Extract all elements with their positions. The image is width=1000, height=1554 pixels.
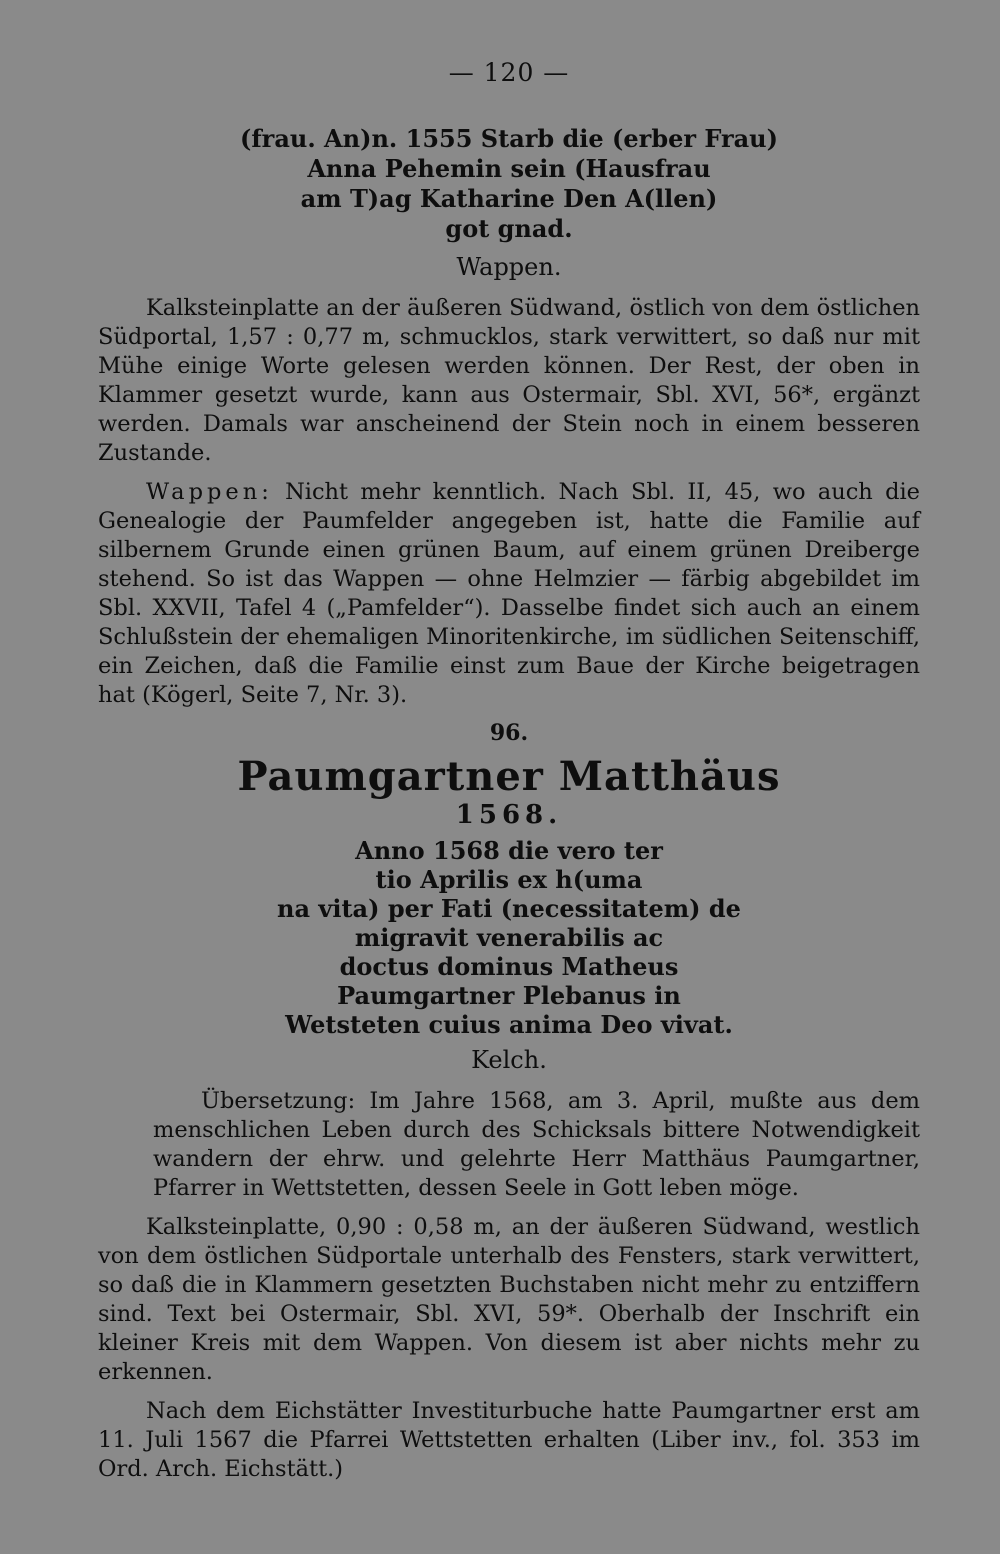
wappen-label: Wappen: bbox=[146, 479, 273, 505]
description-96: Kalksteinplatte, 0,90 : 0,58 m, an der äußeren Südwand, westlich von dem östlichen Südportale unterhalb des Fensters, stark verwittert, so daß die in Klammern gesetzten Buchstaben nicht mehr zu entziffern sind. Text bei Ostermair, Sbl. XVI, 59*. Oberhalb der Inschrift ein kleiner Kreis mit dem Wappen. Von diesem ist aber nichts mehr zu erkennen. bbox=[98, 1214, 920, 1385]
inscription-95 bbox=[98, 124, 920, 244]
source-note-96: Nach dem Eichstätter Investiturbuche hatte Paumgartner erst am 11. Juli 1567 die Pfarrei Wettstetten erhalten (Liber inv., fol. 353 im Ord. Arch. Eichstätt.) bbox=[98, 1398, 920, 1482]
inscription-line: Anno 1568 die vero ter bbox=[355, 836, 663, 865]
inscription-96 bbox=[98, 836, 920, 1039]
inscription-line: migravit venerabilis ac bbox=[354, 923, 664, 952]
wappen-paragraph-95 bbox=[98, 478, 920, 710]
entry-title: Paumgartner Matthäus bbox=[237, 753, 781, 800]
page-number: — 120 — bbox=[448, 58, 570, 87]
inscription-line: Anna Pehemin sein (Hausfrau bbox=[307, 154, 711, 183]
inscription-line: na vita) per Fati (necessitatem) de bbox=[277, 894, 741, 923]
inscription-line: Paumgartner Plebanus in bbox=[337, 981, 681, 1010]
inscription-line: Wetsteten cuius anima Deo vivat. bbox=[285, 1010, 733, 1039]
symbol-label-95: Wappen. bbox=[456, 253, 562, 281]
inscription-line: got gnad. bbox=[445, 214, 573, 243]
description-95: Kalksteinplatte an der äußeren Südwand, östlich von dem östlichen Südportal, 1,57 : 0,77 m, schmucklos, stark verwittert, so daß nur mit Mühe einige Worte gelesen werden können. Der Rest, der oben in Klammer gesetzt wurde, kann aus Ostermair, Sbl. XVI, 56*, ergänzt werden. Damals war anscheinend der Stein noch in einem besseren Zustande. bbox=[98, 295, 920, 466]
translation-96: Übersetzung: Im Jahre 1568, am 3. April, mußte aus dem menschlichen Leben durch des Schicksals bittere Notwendigkeit wandern der ehrw. und gelehrte Herr Matthäus Paumgartner, Pfarrer in Wettstetten, dessen Seele in Gott leben möge. bbox=[153, 1088, 920, 1201]
inscription-line: (frau. An)n. 1555 Starb die (erber Frau) bbox=[240, 124, 778, 153]
entry-number: 96. bbox=[489, 720, 529, 746]
symbol-label-96: Kelch. bbox=[471, 1046, 547, 1074]
inscription-line: am T)ag Katharine Den A(llen) bbox=[300, 184, 718, 213]
inscription-line: doctus dominus Matheus bbox=[339, 952, 679, 981]
document-page bbox=[98, 52, 920, 1522]
inscription-line: tio Aprilis ex h(uma bbox=[375, 865, 643, 894]
wappen-text: Nicht mehr kenntlich. Nach Sbl. II, 45, wo auch die Genealogie der Paumfelder angegeben ist, hatte die Familie auf silbernem Grunde einen grünen Baum, auf einem grünen Dreiberge stehend. So ist das Wappen — ohne Helmzier — färbig abgebildet im Sbl. XXVII, Tafel 4 („Pamfelder“). Dasselbe findet sich auch an einem Schlußstein der ehemaligen Minoritenkirche, im südlichen Seitenschiff, ein Zeichen, daß die Familie einst zum Baue der Kirche beigetragen hat (Kögerl, Seite 7, Nr. 3). bbox=[98, 479, 920, 708]
entry-year: 1568. bbox=[455, 800, 563, 830]
